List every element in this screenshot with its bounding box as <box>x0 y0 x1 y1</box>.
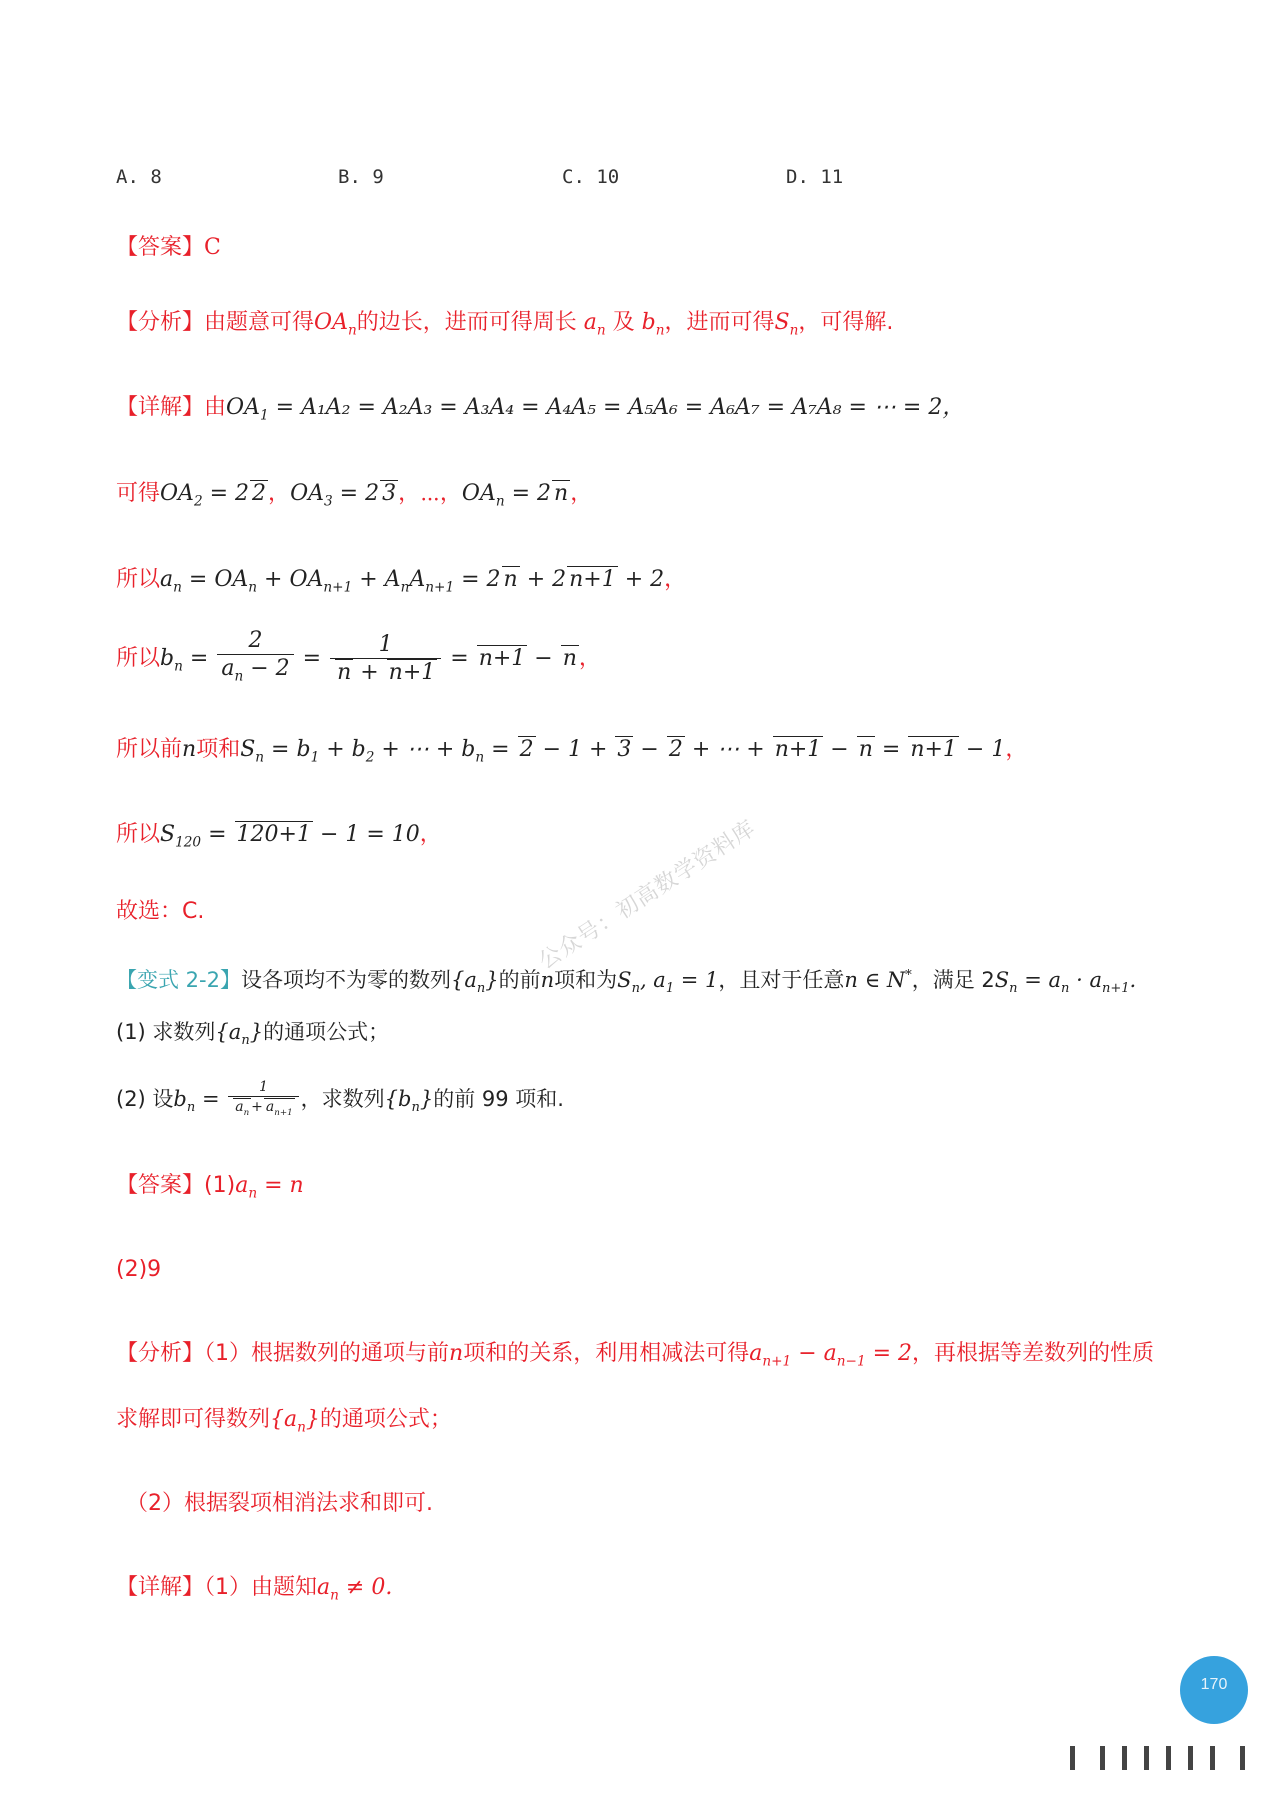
variant-problem: 【变式 2-2】设各项均不为零的数列$\{a_n\}$的前n项和为$S_n$, $a_1 = 1$，且对于任意n ∈ N*，满足 $2S_n = a_n \cdot a_{n+1}$. <box>116 968 1137 997</box>
analysis-tag: 【分析】 <box>116 1341 205 1366</box>
option-a: A. 8 <box>116 166 162 188</box>
detail-2: 【详解】（1）由题知$a_n \ne 0$. <box>116 1575 393 1604</box>
analysis-text: 的边长，进而可得周长 <box>356 310 577 335</box>
analysis-text: 项和的关系，利用相减法可得 <box>463 1341 750 1366</box>
detail-tag: 【详解】 <box>116 1575 205 1600</box>
answer-value: C <box>204 235 221 260</box>
option-c: C. 10 <box>562 166 620 188</box>
watermark: 公众号：初高数学资料库 <box>534 815 761 975</box>
variant-text: 项和为 <box>554 968 618 992</box>
option-d: D. 11 <box>786 166 844 188</box>
answer-1 <box>116 232 221 264</box>
question-text: 的前 99 项和. <box>433 1087 564 1111</box>
step-sn-formula: 所以前n项和$S_n = b_1 + b_2$ + ⋯ + $b_n = 2 - 1 + 3 - 2$ + ⋯ + n+1 − n = n+1 − 1， <box>116 737 1028 766</box>
analysis-text: （1）根据数列的通项与前 <box>204 1341 450 1366</box>
variant-tag: 【变式 2-2】 <box>116 968 241 992</box>
analysis-text: 求解即可得数列 <box>116 1407 271 1432</box>
step-text: 所以 <box>116 822 161 847</box>
step-punct: ， <box>570 481 593 506</box>
step-s120: 所以$S_{120} = 120+1 - 1 = 10$， <box>116 822 442 851</box>
variant-text: ，且对于任意 <box>718 968 845 992</box>
analysis-text: ，进而可得 <box>664 310 775 335</box>
analysis-2-line-2: 求解即可得数列$\{a_n\}$的通项公式； <box>116 1407 452 1436</box>
step-text: 所以 <box>116 646 161 672</box>
variant-text: 设各项均不为零的数列 <box>240 968 451 992</box>
analysis-text: 由题意可得 <box>204 310 315 335</box>
answer-part: (1) <box>204 1173 236 1198</box>
step-punct: ， <box>664 567 687 592</box>
answer-2: 【答案】$(1)a_n = n$ <box>116 1173 304 1202</box>
answer-2-part-2: (2)9 <box>116 1257 162 1282</box>
step-an-formula: 所以$a_n = OA_n + OA_{n+1} + A_nA_{n+1} = 2$ n + 2 n+1 + 2， <box>116 567 687 596</box>
answer-tag: 【答案】 <box>116 235 205 260</box>
conclusion: 故选：C. <box>116 899 205 924</box>
analysis-text: ，可得解. <box>798 310 894 335</box>
variant-text: 的前 <box>498 968 541 992</box>
page-number-badge: 170 <box>1180 1656 1248 1724</box>
analysis-2: 【分析】（1）根据数列的通项与前n项和的关系，利用相减法可得$a_{n+1} - a_{n-1} = 2$，再根据等差数列的性质 <box>116 1341 1155 1370</box>
detail-1-line: 【详解】由$OA_1 = A_1A_2 = A_2A_3 = A_3A_4 = A_4A_5 = A_5A_6 = A_6A_7 = A_7A_8$ = ⋯ = 2， <box>116 395 965 424</box>
detail-tag: 【详解】 <box>116 395 205 420</box>
footer-decoration <box>1060 1746 1260 1772</box>
step-text: 所以 <box>116 567 161 592</box>
step-punct: ， <box>268 481 291 506</box>
step-text: 所以前 <box>116 737 183 762</box>
step-oa-values: 可得$OA_2 = 2$ 2，$OA_3 = 2$ 3，⋯，$OA_n = 2$ n， <box>116 481 593 510</box>
step-punct: ，⋯， <box>398 481 462 506</box>
answer-tag: 【答案】 <box>116 1173 205 1198</box>
question-text: 的通项公式； <box>263 1020 390 1044</box>
analysis-text: 的通项公式； <box>319 1407 452 1432</box>
question-text: ，求数列 <box>300 1087 385 1111</box>
analysis-1: 【分析】由题意可得$OA_n$的边长，进而可得周长 $a_n$ 及 $b_n$，进而可得$S_n$，可得解. <box>116 310 894 339</box>
analysis-tag: 【分析】 <box>116 310 205 335</box>
variant-question-1: (1) 求数列$\{a_n\}$的通项公式； <box>116 1020 390 1049</box>
step-text: 可得 <box>116 481 161 506</box>
variant-text: ，满足 2 <box>911 968 995 992</box>
step-bn-formula: 所以$b_n$ = $\frac{2}{a_n - 2}$ = $\frac{1}{n + n+1}$ = n+1 − n， <box>116 628 601 685</box>
question-text: (2) 设 <box>116 1087 174 1111</box>
step-punct: ， <box>578 646 601 672</box>
detail-text: （1）由题知 <box>204 1575 318 1600</box>
variant-question-2: (2) 设$b_n$ = $\frac{1}{a_n + a_{n+1}}$ ，求数列$\{b_n\}$的前 99 项和. <box>116 1079 564 1118</box>
equality-chain: = A₁A₂ = A₂A₃ = A₃A₄ = A₄A₅ = A₅A₆ = A₆A₇ = A₇A₈ = ⋯ = 2， <box>275 395 965 420</box>
analysis-2-line-3: （2）根据裂项相消法求和即可. <box>126 1491 433 1516</box>
detail-text: 由 <box>204 395 227 420</box>
step-punct: ， <box>1005 737 1028 762</box>
question-text: (1) 求数列 <box>116 1020 216 1044</box>
analysis-text: ，再根据等差数列的性质 <box>912 1341 1155 1366</box>
step-text: 项和 <box>196 737 241 762</box>
step-punct: ， <box>419 822 442 847</box>
option-b: B. 9 <box>338 166 384 188</box>
analysis-text: 及 <box>612 310 635 335</box>
